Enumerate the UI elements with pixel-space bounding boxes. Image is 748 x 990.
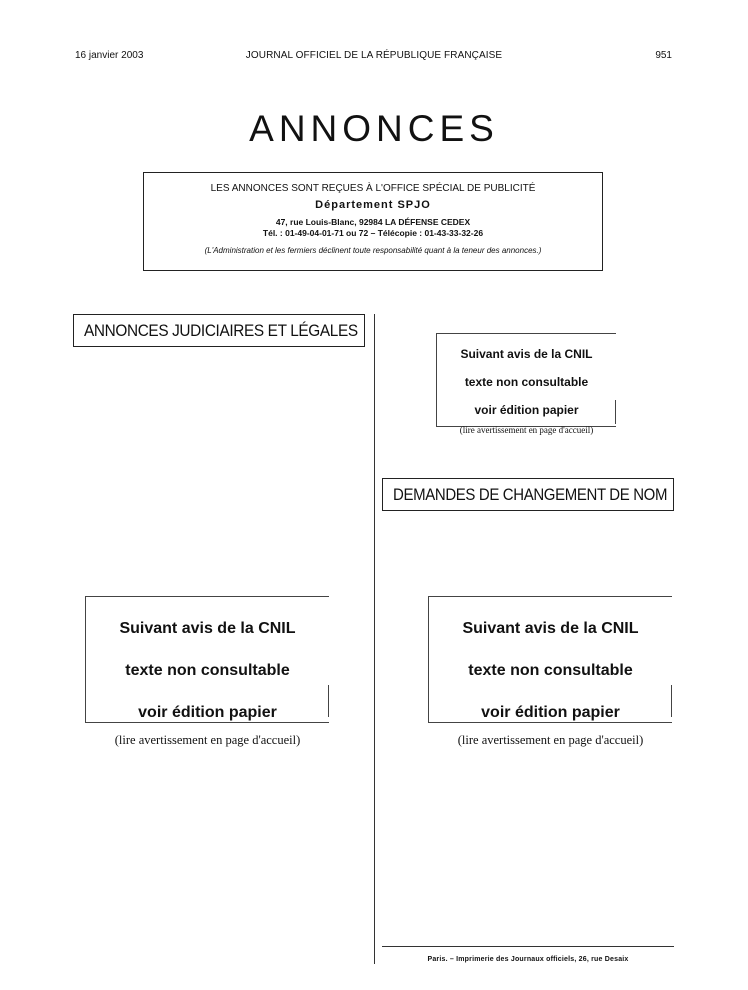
cnil-notice-note: (lire avertissement en page d'accueil) xyxy=(114,733,301,747)
office-phones: Tél. : 01-49-04-01-71 ou 72 – Télécopie : 01-43-33-32-26 xyxy=(262,228,484,238)
office-address: 47, rue Louis-Blanc, 92984 LA DÉFENSE CEDEX xyxy=(275,217,471,227)
office-disclaimer: (L'Administration et les fermiers déclinent toute responsabilité quant à la teneur des annonces.) xyxy=(204,246,542,255)
cnil-notice-box xyxy=(436,333,616,436)
page-title: ANNONCES xyxy=(249,108,499,149)
section-heading-judiciaires xyxy=(73,314,365,347)
office-info-box xyxy=(143,172,603,271)
cnil-notice-line3: voir édition papier xyxy=(138,704,277,721)
section-heading-label: ANNONCES JUDICIAIRES ET LÉGALES xyxy=(84,320,358,340)
box-edge-mark xyxy=(328,685,329,717)
header-page-number: 951 xyxy=(655,50,672,61)
office-intro: LES ANNONCES SONT REÇUES À L'OFFICE SPÉCIAL DE PUBLICITÉ xyxy=(210,183,536,194)
header-journal-title: JOURNAL OFFICIEL DE LA RÉPUBLIQUE FRANÇAISE xyxy=(245,50,503,61)
box-edge-mark xyxy=(615,400,616,424)
cnil-notice-note: (lire avertissement en page d'accueil) xyxy=(459,425,594,436)
cnil-notice-line2: texte non consultable xyxy=(125,662,290,679)
cnil-notice-line2: texte non consultable xyxy=(464,374,589,389)
office-department: Département SPJO xyxy=(315,199,431,211)
column-divider xyxy=(374,314,375,964)
section-heading-changement-nom xyxy=(382,478,674,511)
cnil-notice-box xyxy=(428,596,672,747)
header-date: 16 janvier 2003 xyxy=(75,50,144,61)
section-heading-label: DEMANDES DE CHANGEMENT DE NOM xyxy=(393,484,668,504)
cnil-notice-box xyxy=(85,596,329,747)
printer-imprint: Paris. – Imprimerie des Journaux officiels, 26, rue Desaix xyxy=(427,956,629,963)
cnil-notice-line3: voir édition papier xyxy=(481,704,620,721)
cnil-notice-line3: voir édition papier xyxy=(474,402,579,417)
cnil-notice-note: (lire avertissement en page d'accueil) xyxy=(457,733,644,747)
cnil-notice-line2: texte non consultable xyxy=(468,662,633,679)
footer-rule xyxy=(382,946,674,947)
box-edge-mark xyxy=(671,685,672,717)
cnil-notice-line1: Suivant avis de la CNIL xyxy=(119,620,296,637)
cnil-notice-line1: Suivant avis de la CNIL xyxy=(462,620,639,637)
cnil-notice-line1: Suivant avis de la CNIL xyxy=(460,347,593,361)
